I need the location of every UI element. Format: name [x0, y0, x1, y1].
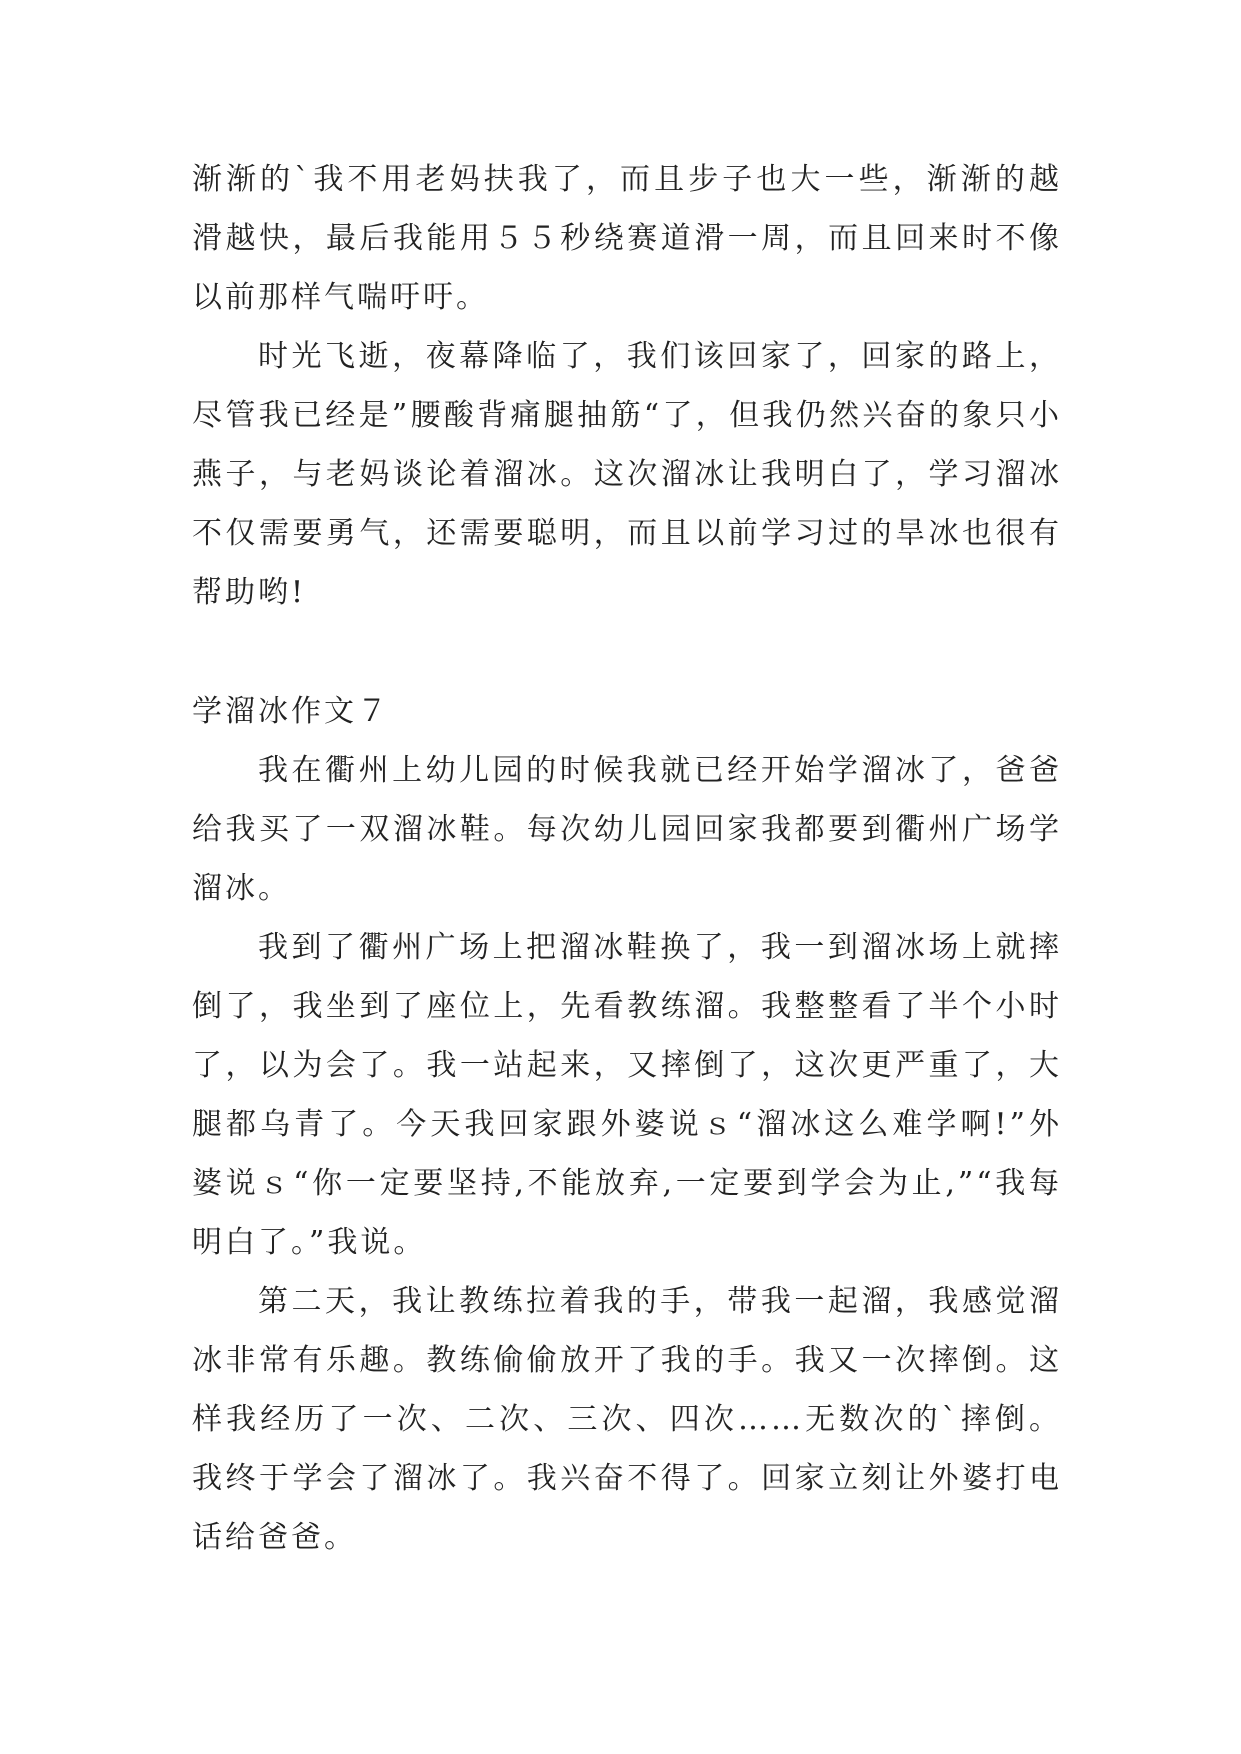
paragraph-kindergarten: 我在衢州上幼儿园的时候我就已经开始学溜冰了，爸爸给我买了一双溜冰鞋。每次幼儿园回家我都要到衢州广场学溜冰。 — [192, 753, 1062, 906]
paragraph-time-flies: 时光飞逝，夜幕降临了，我们该回家了，回家的路上，尽管我已经是”腰酸背痛腿抽筋“了，但我仍然兴奋的象只小燕子，与老妈谈论着溜冰。这次溜冰让我明白了，学习溜冰不仅需要勇气，还需要聪明，而且以前学习过的旱冰也很有帮助哟! — [192, 339, 1062, 610]
paragraph-second-day: 第二天，我让教练拉着我的手，带我一起溜，我感觉溜冰非常有乐趣。教练偷偷放开了我的手。我又一次摔倒。这样我经历了一次、二次、三次、四次……无数次的`摔倒。我终于学会了溜冰了。我兴奋不得了。回家立刻让外婆打电话给爸爸。 — [192, 1284, 1062, 1555]
paragraph-first-fall: 我到了衢州广场上把溜冰鞋换了，我一到溜冰场上就摔倒了，我坐到了座位上，先看教练溜。我整整看了半个小时了，以为会了。我一站起来，又摔倒了，这次更严重了，大腿都乌青了。今天我回家跟外婆说ｓ“溜冰这么难学啊!”外婆说ｓ“你一定要坚持,不能放弃,一定要到学会为止,”“我每明白了。”我说。 — [192, 930, 1062, 1260]
document-body — [192, 150, 1062, 1567]
paragraph-continuation: 渐渐的`我不用老妈扶我了，而且步子也大一些，渐渐的越滑越快，最后我能用５５秒绕赛道滑一周，而且回来时不像以前那样气喘吁吁。 — [192, 162, 1062, 315]
section-heading: 学溜冰作文７ — [192, 694, 390, 729]
